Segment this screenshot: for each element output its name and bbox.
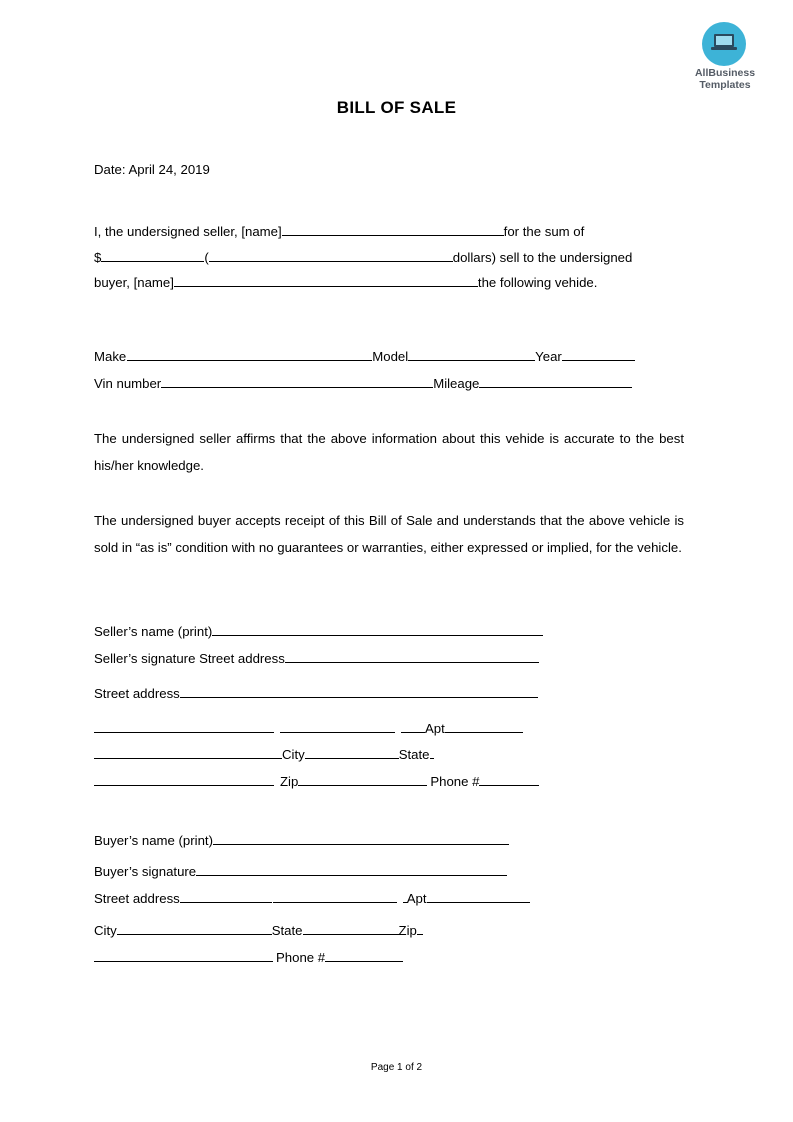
buyer-street-blank-2[interactable] [273, 888, 397, 903]
seller-city-label: City [282, 747, 305, 762]
intro-dollars-label: dollars) sell to the undersigned [452, 250, 633, 265]
year-blank[interactable] [562, 346, 635, 361]
seller-street-label: Street address [94, 686, 180, 701]
seller-signature-label: Seller’s signature Street address [94, 651, 285, 666]
intro-buyer-label: buyer, [name] [94, 275, 174, 290]
model-blank[interactable] [408, 346, 535, 361]
buyer-street-blank-1[interactable] [180, 888, 272, 903]
seller-name-label: Seller’s name (print) [94, 624, 213, 639]
seller-zip-line [94, 771, 539, 791]
brand-name-line1: AllBusiness [694, 67, 756, 79]
intro-sum-label: for the sum of [503, 224, 585, 239]
vehicle-line-2 [94, 373, 632, 393]
buyer-name-print-blank[interactable] [213, 830, 509, 845]
seller-city-pre-blank[interactable] [94, 744, 282, 759]
seller-city-blank[interactable] [305, 744, 399, 759]
vin-blank[interactable] [161, 373, 433, 388]
intro-seller-label: I, the undersigned seller, [name] [94, 224, 282, 239]
buyer-phone-pre-blank[interactable] [94, 947, 273, 962]
intro-line-2 [94, 247, 632, 267]
seller-street-blank[interactable] [180, 683, 538, 698]
buyer-state-blank[interactable] [303, 920, 399, 935]
seller-address-blank-2[interactable] [280, 718, 395, 733]
brand-name-line2: Templates [699, 79, 751, 91]
accept-paragraph: The undersigned buyer accepts receipt of this Bill of Sale and understands that the above vehicle is sold in “as is” condition with no guarantees or warranties, either expressed or implied, for the vehicle. [94, 513, 684, 555]
mileage-blank[interactable] [479, 373, 632, 388]
dollar-sign: $ [94, 250, 102, 265]
mileage-label: Mileage [433, 376, 480, 391]
buyer-signature-blank[interactable] [196, 861, 507, 876]
make-blank[interactable] [127, 346, 372, 361]
buyer-city-blank[interactable] [117, 920, 272, 935]
open-paren: ( [204, 250, 209, 265]
buyer-name-label: Buyer’s name (print) [94, 833, 213, 848]
intro-vehicle-label: the following vehide. [477, 275, 598, 290]
vehicle-line-1 [94, 346, 635, 366]
buyer-apt-blank[interactable] [427, 888, 530, 903]
buyer-name-line [94, 830, 509, 850]
buyer-name-blank[interactable] [174, 272, 478, 287]
buyer-phone-line [94, 947, 403, 967]
buyer-street-label: Street address [94, 891, 180, 906]
seller-apt-line [94, 718, 523, 738]
buyer-zip-label: Zip [398, 923, 417, 938]
seller-name-line [94, 621, 543, 641]
seller-address-blank-1[interactable] [94, 718, 274, 733]
affirm-paragraph: The undersigned seller affirms that the above information about this vehide is accurate to the best his/her knowledge. [94, 431, 684, 473]
seller-apt-label: Apt [425, 721, 445, 736]
buyer-state-label: State [271, 923, 303, 938]
amount-words-blank[interactable] [209, 247, 453, 262]
seller-zip-blank[interactable] [298, 771, 427, 786]
laptop-icon [702, 22, 746, 66]
seller-state-label: State [398, 747, 430, 762]
page-footer: Page 1 of 2 [370, 1062, 423, 1073]
buyer-apt-label: Apt [406, 891, 427, 906]
buyer-zip-blank[interactable] [417, 920, 423, 935]
buyer-signature-line [94, 861, 507, 881]
buyer-phone-blank[interactable] [325, 947, 403, 962]
year-label: Year [535, 349, 562, 364]
intro-line-3 [94, 272, 597, 292]
seller-zip-pre-blank[interactable] [94, 771, 274, 786]
date-line: Date: April 24, 2019 [94, 162, 210, 177]
seller-state-blank[interactable] [430, 744, 434, 759]
make-label: Make [94, 349, 127, 364]
seller-signature-line [94, 648, 539, 668]
seller-address-blank-3[interactable] [401, 718, 425, 733]
document-title: BILL OF SALE [336, 98, 457, 117]
seller-phone-blank[interactable] [479, 771, 539, 786]
amount-numeric-blank[interactable] [101, 247, 204, 262]
seller-signature-blank[interactable] [285, 648, 539, 663]
seller-name-print-blank[interactable] [212, 621, 543, 636]
buyer-city-label: City [94, 923, 117, 938]
seller-street-line [94, 683, 538, 703]
seller-apt-blank[interactable] [445, 718, 523, 733]
buyer-signature-label: Buyer’s signature [94, 864, 197, 879]
vin-label: Vin number [94, 376, 162, 391]
buyer-street-line [94, 888, 530, 908]
brand-logo [692, 22, 762, 94]
model-label: Model [372, 349, 409, 364]
buyer-phone-label: Phone # [276, 950, 326, 965]
seller-phone-label: Phone # [430, 774, 480, 789]
seller-name-blank[interactable] [282, 221, 504, 236]
brand-name [692, 67, 758, 91]
intro-line-1 [94, 221, 584, 241]
seller-zip-label: Zip [280, 774, 299, 789]
buyer-city-line [94, 920, 423, 940]
seller-city-line [94, 744, 434, 764]
